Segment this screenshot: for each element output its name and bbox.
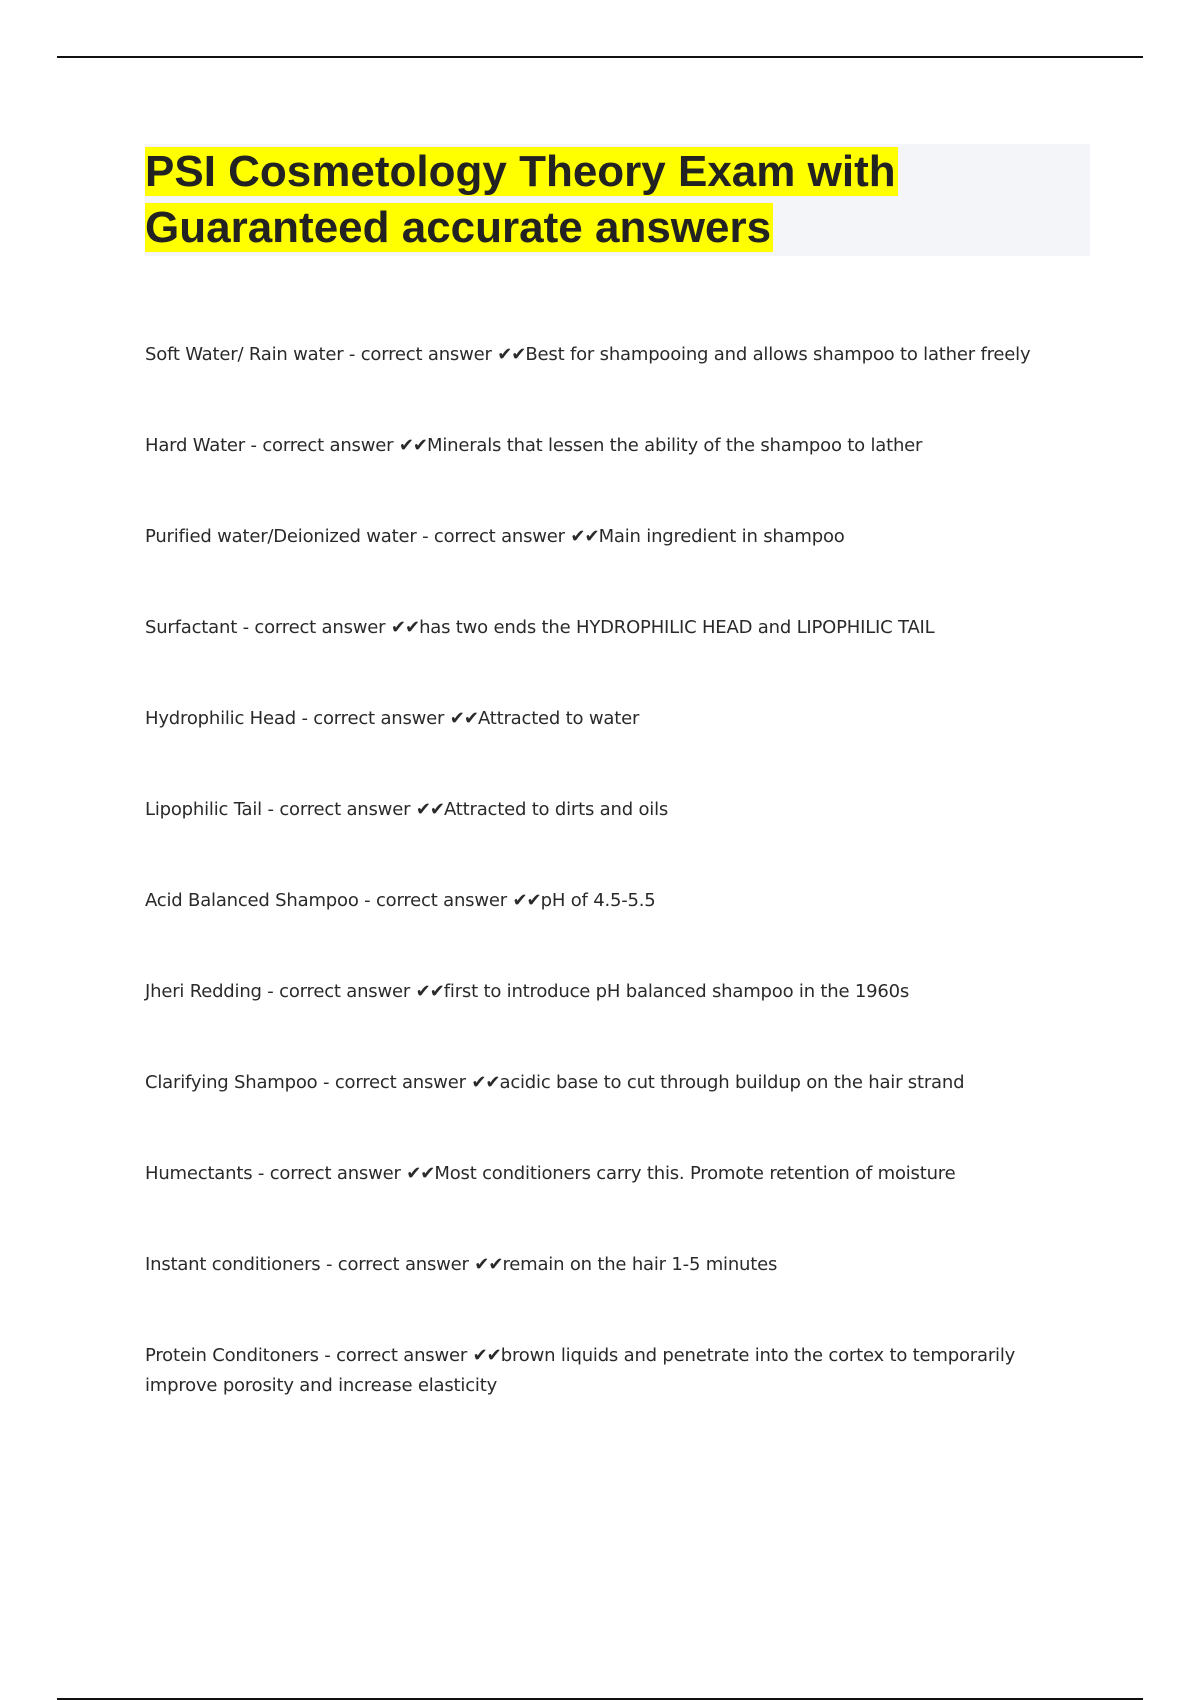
qa-answer: acidic base to cut through buildup on the hair strand	[499, 1072, 965, 1093]
qa-term: Jheri Redding	[145, 981, 262, 1002]
qa-list	[145, 340, 1065, 1462]
qa-entry	[145, 795, 1065, 825]
qa-answer: Attracted to water	[477, 708, 640, 729]
qa-term: Instant conditioners	[145, 1254, 321, 1275]
double-check-icon: ✔✔	[512, 890, 541, 911]
qa-term: Lipophilic Tail	[145, 799, 262, 820]
qa-entry	[145, 886, 1065, 916]
qa-separator: - correct answer	[416, 526, 571, 547]
qa-answer: has two ends the HYDROPHILIC HEAD and LIPOPHILIC TAIL	[419, 617, 935, 638]
qa-separator: - correct answer	[295, 708, 450, 729]
qa-entry	[145, 431, 1065, 461]
double-check-icon: ✔✔	[406, 1163, 435, 1184]
qa-entry	[145, 977, 1065, 1007]
title-line-2: Guaranteed accurate answers	[145, 203, 772, 252]
qa-term: Surfactant	[145, 617, 238, 638]
qa-entry	[145, 340, 1065, 370]
top-rule	[57, 56, 1143, 58]
double-check-icon: ✔✔	[471, 1072, 500, 1093]
qa-answer: Minerals that lessen the ability of the shampoo to lather	[427, 435, 923, 456]
qa-answer: Attracted to dirts and oils	[443, 799, 669, 820]
qa-separator: - correct answer	[252, 1163, 407, 1184]
qa-answer: Most conditioners carry this. Promote retention of moisture	[434, 1163, 956, 1184]
qa-term: Humectants	[145, 1163, 253, 1184]
double-check-icon: ✔✔	[415, 981, 444, 1002]
qa-term: Soft Water/ Rain water	[145, 344, 344, 365]
qa-entry	[145, 704, 1065, 734]
title-line-1: PSI Cosmetology Theory Exam with	[145, 147, 896, 196]
double-check-icon: ✔✔	[415, 799, 444, 820]
qa-separator: - correct answer	[261, 981, 416, 1002]
qa-separator: - correct answer	[245, 435, 399, 456]
qa-term: Clarifying Shampoo	[145, 1072, 318, 1093]
double-check-icon: ✔✔	[474, 1254, 503, 1275]
qa-entry	[145, 1068, 1065, 1098]
qa-separator: - correct answer	[317, 1072, 472, 1093]
qa-answer: pH of 4.5-5.5	[540, 890, 656, 911]
qa-separator: - correct answer	[261, 799, 416, 820]
qa-answer: Main ingredient in shampoo	[598, 526, 845, 547]
double-check-icon: ✔✔	[497, 344, 526, 365]
qa-separator: - correct answer	[318, 1345, 473, 1366]
double-check-icon: ✔✔	[398, 435, 428, 456]
qa-entry	[145, 1341, 1065, 1401]
qa-term: Acid Balanced Shampoo	[145, 890, 359, 911]
qa-term: Protein Conditoners	[145, 1345, 319, 1366]
qa-answer: first to introduce pH balanced shampoo in the 1960s	[443, 981, 910, 1002]
qa-answer: remain on the hair 1-5 minutes	[502, 1254, 778, 1275]
page-title	[145, 144, 1005, 256]
qa-answer: Best for shampooing and allows shampoo to lather freely	[525, 344, 1031, 365]
double-check-icon: ✔✔	[472, 1345, 501, 1366]
double-check-icon: ✔✔	[449, 708, 478, 729]
qa-entry	[145, 1159, 1065, 1189]
qa-separator: - correct answer	[320, 1254, 475, 1275]
qa-term: Hard Water	[145, 435, 246, 456]
double-check-icon: ✔✔	[390, 617, 420, 638]
double-check-icon: ✔✔	[570, 526, 599, 547]
qa-term: Purified water/Deionized water	[145, 526, 417, 547]
qa-entry	[145, 613, 1065, 643]
qa-answer: brown liquids and penetrate into the cortex to temporarily improve porosity and increase elasticity	[145, 1345, 1016, 1396]
qa-separator: - correct answer	[237, 617, 391, 638]
qa-separator: - correct answer	[358, 890, 513, 911]
qa-term: Hydrophilic Head	[145, 708, 296, 729]
qa-entry	[145, 522, 1065, 552]
qa-separator: - correct answer	[343, 344, 498, 365]
qa-entry	[145, 1250, 1065, 1280]
